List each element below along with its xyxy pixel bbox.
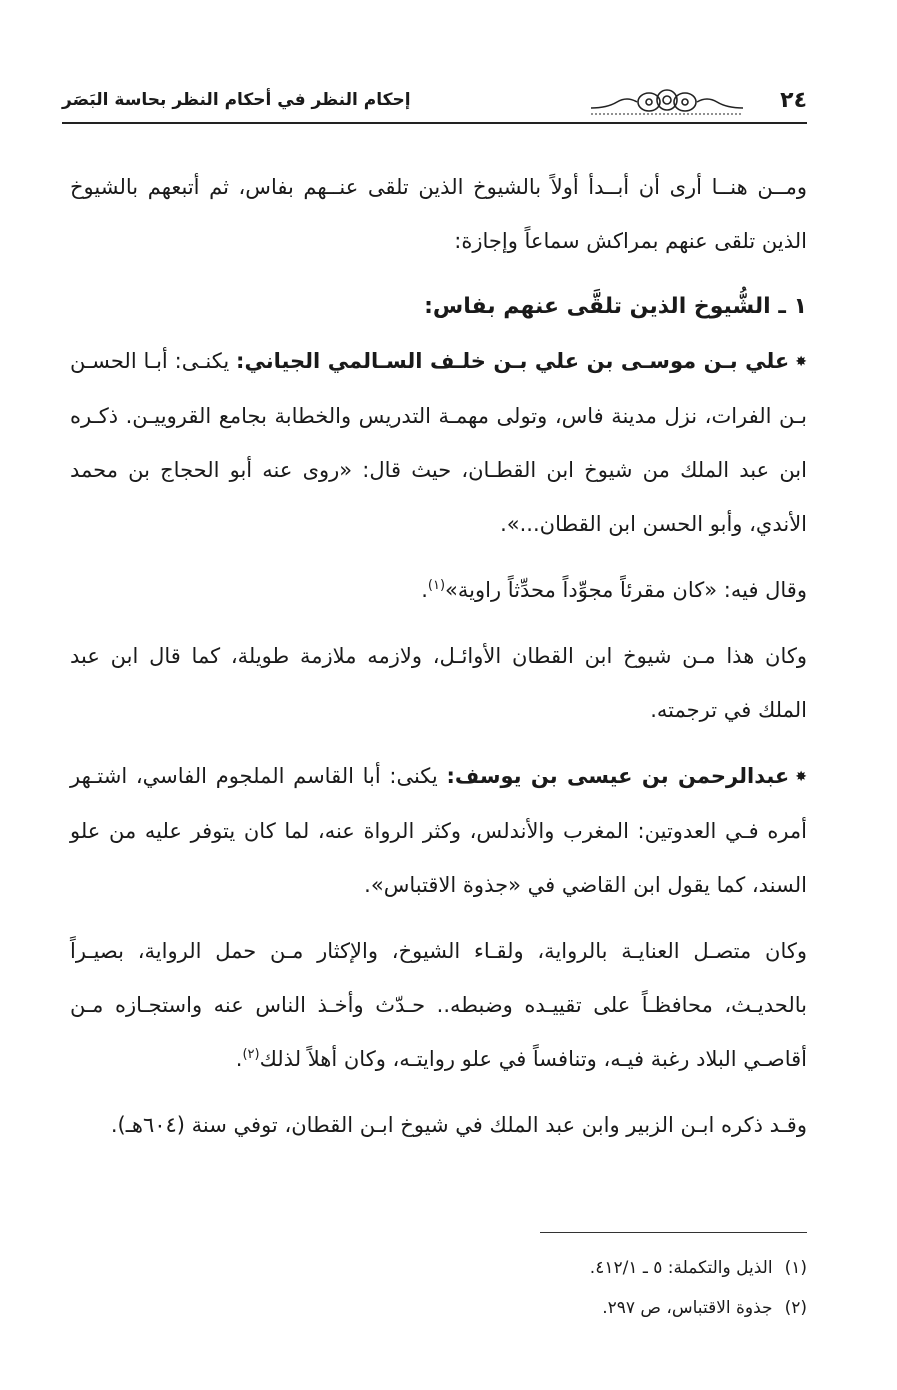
intro-paragraph: ومــن هنــا أرى أن أبــدأ أولاً بالشيوخ الذين تلقى عنــهم بفاس، ثم أتبعهم بالشيوخ الذين تلقى عنهم بمراكش سماعاً وإجازة:: [70, 175, 807, 253]
decorative-ornament-icon: [587, 86, 747, 118]
footnote-2: [70, 1288, 807, 1328]
footnote-ref: (٢): [242, 1047, 260, 1062]
quote-text: وقال فيه: «كان مقرئاً مجوِّداً محدِّثاً راوية»: [445, 578, 807, 602]
entry-abdurrahman: [70, 749, 807, 912]
quote-paragraph: وقال فيه: «كان مقرئاً مجوِّداً محدِّثاً راوية»$^{(١)}$.: [421, 578, 807, 602]
footnote-number: (٢): [784, 1298, 807, 1318]
paragraph: وكان هذا مـن شيوخ ابن القطان الأوائـل، ولازمه ملازمة طويلة، كما قال ابن عبد الملك في ترجمته.: [70, 644, 807, 722]
entry-text: يكنـى: أبـا الحسـن بـن الفرات، نزل مدينة فاس، وتولى مهمـة التدريس والخطابة بجامع القروييـن. ذكـره ابن عبد الملك من شيوخ ابن القطـان، حيث قال: «روى عنه أبو الحجاج بن محمد الأندي، وأبو الحسن ابن القطان...».: [70, 349, 807, 536]
entry-ali-ibn-musa: [70, 334, 807, 551]
footnote-rule: [540, 1232, 807, 1233]
paragraph: وكان متصـل العنايـة بالرواية، ولقـاء الشيوخ، والإكثار مـن حمل الرواية، بصيـراً بالحديـث، محافظـاً على تقييـده وضبطه.. حـدّث وأخـذ الناس عنه واستجـازه مـن أقاصـي البلاد رغبة فيـه، وتنافساً في علو روايتـه، وكان أهلاً لذلك$^{(٢)}$.: [70, 939, 807, 1071]
section-heading: ١ ـ الشُّيوخ الذين تلقَّى عنهم بفاس:: [424, 294, 807, 319]
entry-text: يكنى: أبا القاسم الملجوم الفاسي، اشتـهر أمره فـي العدوتين: المغرب والأندلس، وكثر الرواة عنه، لما كان يتوفر عليه من علو السند، كما يقول ابن القاضي في «جذوة الاقتباس».: [70, 764, 807, 897]
footnote-text: الذيل والتكملة: ٥ ـ ٤١٢/١.: [589, 1258, 773, 1278]
footnotes: [70, 1248, 807, 1328]
page-number: ٢٤: [780, 88, 807, 113]
paragraph: وقـد ذكره ابـن الزبير وابن عبد الملك في شيوخ ابـن القطان، توفي سنة (٦٠٤هـ).: [110, 1113, 807, 1137]
page-header: [62, 82, 807, 126]
footnote-1: [70, 1248, 807, 1288]
bullet-icon: ✸: [795, 769, 807, 785]
main-text: [70, 160, 807, 1152]
entry-name: عبدالرحمن بن عيسى بن يوسف:: [446, 764, 790, 788]
entry-name: علي بـن موسـى بن علي بـن خلـف السـالمي الجياني:: [236, 349, 790, 373]
running-title: إحكام النظر في أحكام النظر بحاسة البَصَر: [62, 90, 411, 110]
footnote-number: (١): [784, 1258, 807, 1278]
bullet-icon: ✸: [795, 354, 807, 370]
header-rule: [62, 122, 807, 124]
footnote-text: جذوة الاقتباس، ص ٢٩٧.: [602, 1298, 773, 1318]
footnote-ref: (١): [427, 578, 446, 593]
